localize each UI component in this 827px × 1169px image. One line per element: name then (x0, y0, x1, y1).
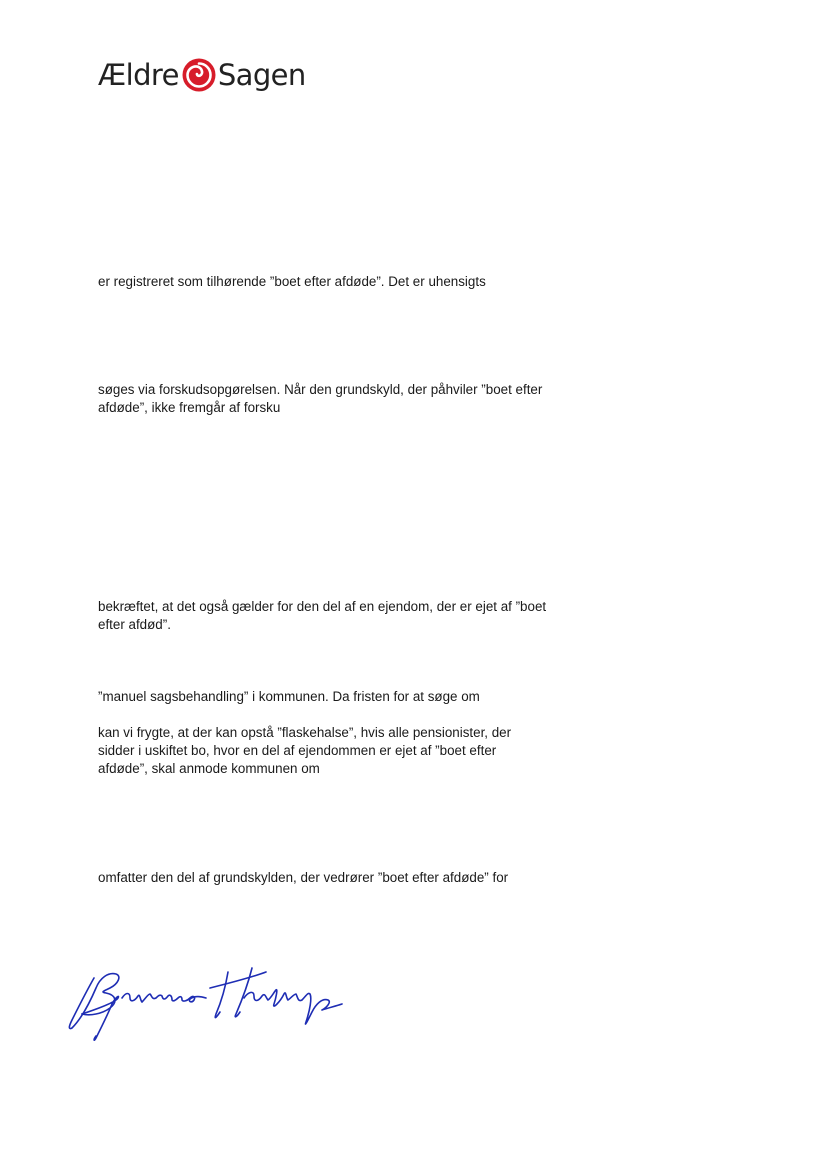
paragraph-line: bekræftet, at det også gælder for den del af en ejendom, der er ejet af ”boet (98, 599, 547, 614)
handwritten-signature (60, 958, 350, 1048)
aeldre-sagen-logo (98, 55, 306, 95)
spiral-logo-icon (181, 57, 217, 93)
paragraph-line: kan vi frygte, at der kan opstå ”flaskehalse”, hvis alle pensionister, der (98, 725, 512, 740)
paragraph-4 (98, 688, 598, 706)
paragraph-2 (98, 381, 598, 417)
paragraph-3 (98, 598, 598, 634)
paragraph-line: efter afdød”. (98, 617, 171, 632)
paragraph-line: omfatter den del af grundskylden, der vedrører ”boet efter afdøde” for (98, 870, 509, 885)
logo-text-left: Ældre (98, 58, 179, 92)
logo-text-right: Sagen (217, 58, 306, 92)
paragraph-line: afdøde”, ikke fremgår af forsku (98, 400, 281, 415)
paragraph-line: sidder i uskiftet bo, hvor en del af ejendommen er ejet af ”boet efter (98, 743, 497, 758)
paragraph-6 (98, 869, 598, 887)
paragraph-line: søges via forskudsopgørelsen. Når den grundskyld, der påhviler ”boet efter (98, 382, 543, 397)
paragraph-1 (98, 273, 598, 291)
paragraph-line: ”manuel sagsbehandling” i kommunen. Da fristen for at søge om (98, 689, 480, 704)
paragraph-line: er registreret som tilhørende ”boet efter afdøde”. Det er uhensigts (98, 274, 486, 289)
paragraph-line: afdøde”, skal anmode kommunen om (98, 761, 320, 776)
paragraph-5 (98, 724, 598, 778)
